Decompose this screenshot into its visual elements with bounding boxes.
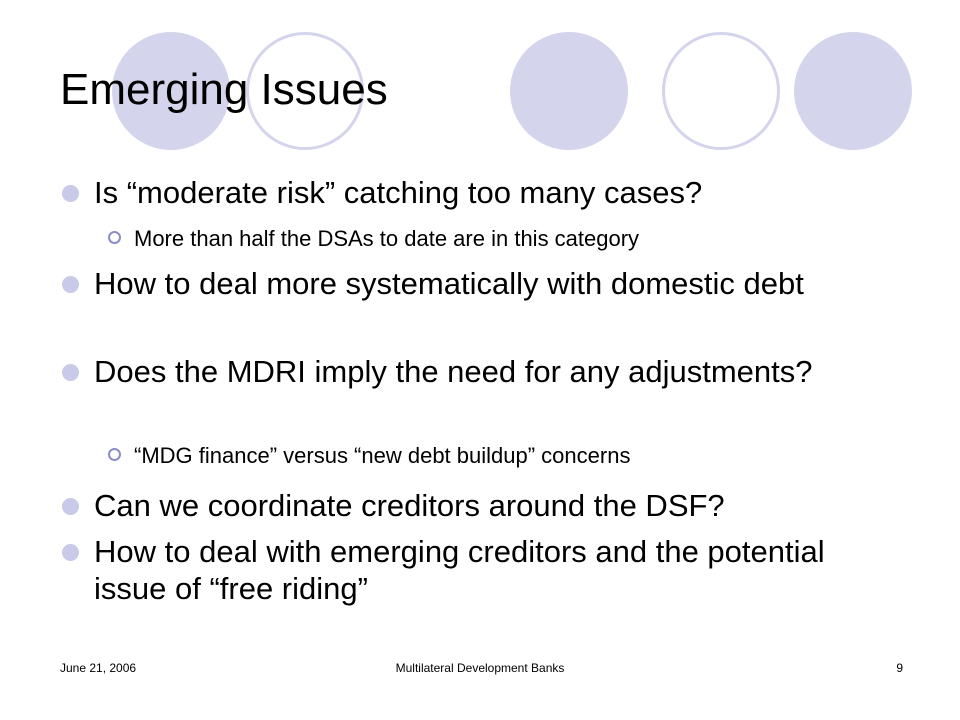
bullet-item	[94, 265, 894, 302]
bullet-dot-icon	[62, 544, 79, 561]
bullet-text: Is “moderate risk” catching too many cases?	[94, 175, 703, 210]
bullet-item	[94, 487, 894, 524]
footer-date: June 21, 2006	[60, 661, 137, 675]
bullet-text: How to deal more systematically with domestic debt	[94, 266, 804, 301]
sub-bullet-text: More than half the DSAs to date are in this category	[134, 226, 640, 251]
sub-bullet-item	[134, 442, 894, 470]
bullet-dot-icon	[62, 185, 79, 202]
sub-bullet-ring-icon	[108, 231, 121, 244]
bullet-item	[94, 353, 894, 390]
bullet-text: Can we coordinate creditors around the DSF?	[94, 488, 725, 523]
bullet-item	[94, 533, 894, 607]
bullet-text: How to deal with emerging creditors and the potential issue of “free riding”	[94, 534, 825, 606]
bullet-item	[94, 174, 894, 211]
bullet-dot-icon	[62, 498, 79, 515]
sub-bullet-ring-icon	[108, 448, 121, 461]
sub-bullet-item	[134, 225, 894, 253]
bullet-dot-icon	[62, 276, 79, 293]
sub-bullet-text: “MDG finance” versus “new debt buildup” concerns	[134, 443, 631, 468]
bullet-dot-icon	[62, 364, 79, 381]
bullet-text: Does the MDRI imply the need for any adjustments?	[94, 354, 813, 389]
footer-title: Multilateral Development Banks	[395, 661, 565, 675]
page-number: 9	[896, 661, 903, 675]
slide-title: Emerging Issues	[60, 65, 388, 114]
